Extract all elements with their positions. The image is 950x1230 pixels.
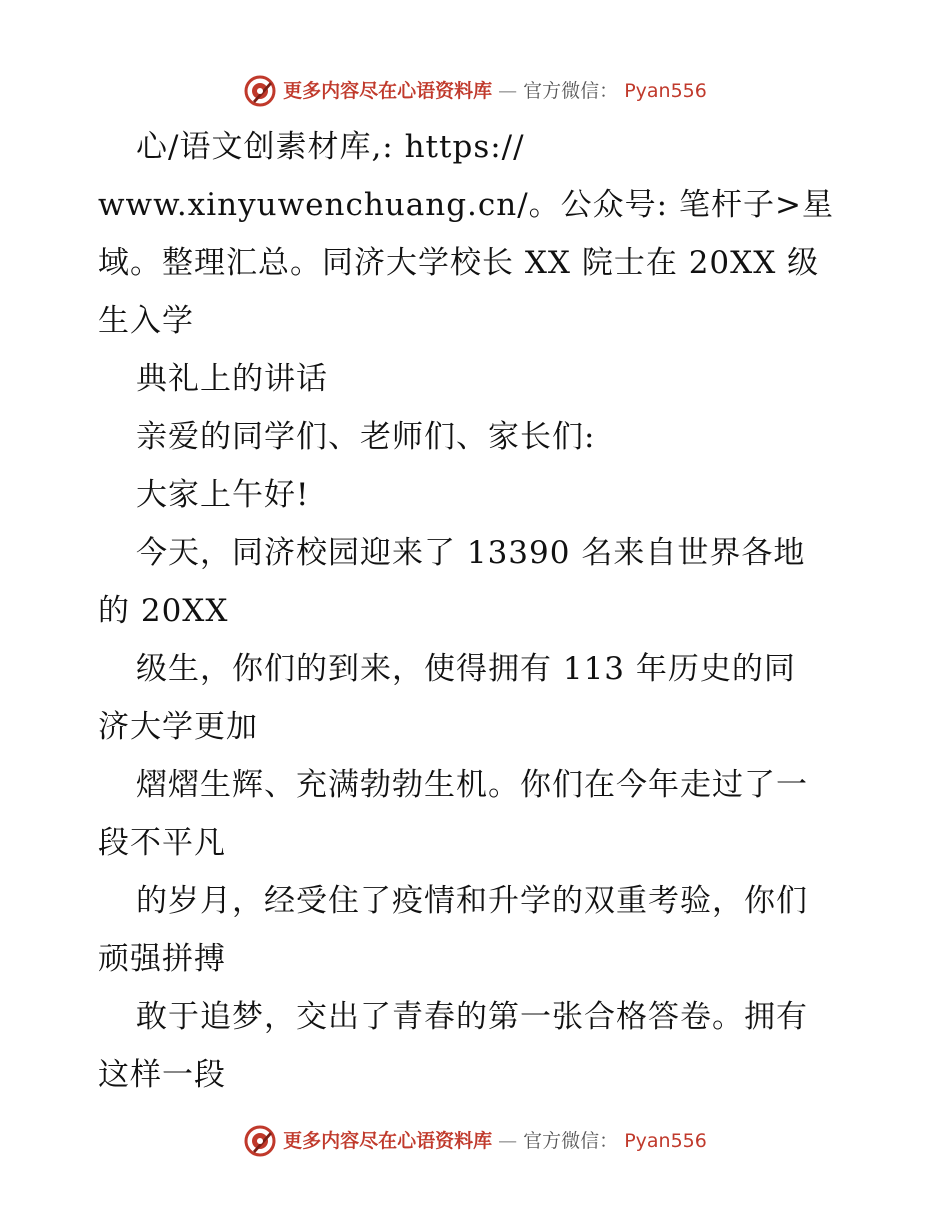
text-line: 今天，同济校园迎来了 13390 名来自世界各地 <box>136 535 806 571</box>
text-line: 这样一段 <box>98 1057 226 1093</box>
text-line: 熠熠生辉、充满勃勃生机。你们在今年走过了一 <box>136 767 808 803</box>
text-line: 的岁月，经受住了疫情和升学的双重考验，你们 <box>136 883 808 919</box>
banner-main-text: 更多内容尽在心语资料库 <box>283 1130 493 1152</box>
text-line: 域。整理汇总。同济大学校长 XX 院士在 20XX 级 <box>98 245 820 281</box>
banner-dash: — <box>498 1130 518 1152</box>
text-line: 顽强拼搏 <box>98 941 226 977</box>
banner-official-label: 官方微信： <box>523 80 619 102</box>
banner-official-label: 官方微信： <box>523 1130 619 1152</box>
banner-dash: — <box>498 80 518 102</box>
text-line: 级生，你们的到来，使得拥有 113 年历史的同 <box>136 651 796 687</box>
banner-wechat-id: Pyan556 <box>624 1130 707 1152</box>
text-line: 大家上午好! <box>136 477 310 513</box>
text-line: www.xinyuwenchuang.cn/。公众号: 笔杆子>星 <box>98 187 834 223</box>
header-watermark-banner <box>0 74 950 108</box>
text-line: 济大学更加 <box>98 709 258 745</box>
document-body <box>98 118 858 1104</box>
pen-logo-icon <box>243 74 277 108</box>
banner-wechat-id: Pyan556 <box>624 80 707 102</box>
text-line: 典礼上的讲话 <box>136 361 328 397</box>
footer-watermark-banner <box>0 1124 950 1158</box>
banner-main-text: 更多内容尽在心语资料库 <box>283 80 493 102</box>
text-line: 段不平凡 <box>98 825 226 861</box>
pen-logo-icon <box>243 1124 277 1158</box>
text-line: 生入学 <box>98 303 194 339</box>
text-line: 亲爱的同学们、老师们、家长们: <box>136 419 596 455</box>
text-line: 心/语文创素材库,: https:// <box>136 129 525 165</box>
text-line: 的 20XX <box>98 593 229 629</box>
text-line: 敢于追梦，交出了青春的第一张合格答卷。拥有 <box>136 999 808 1035</box>
